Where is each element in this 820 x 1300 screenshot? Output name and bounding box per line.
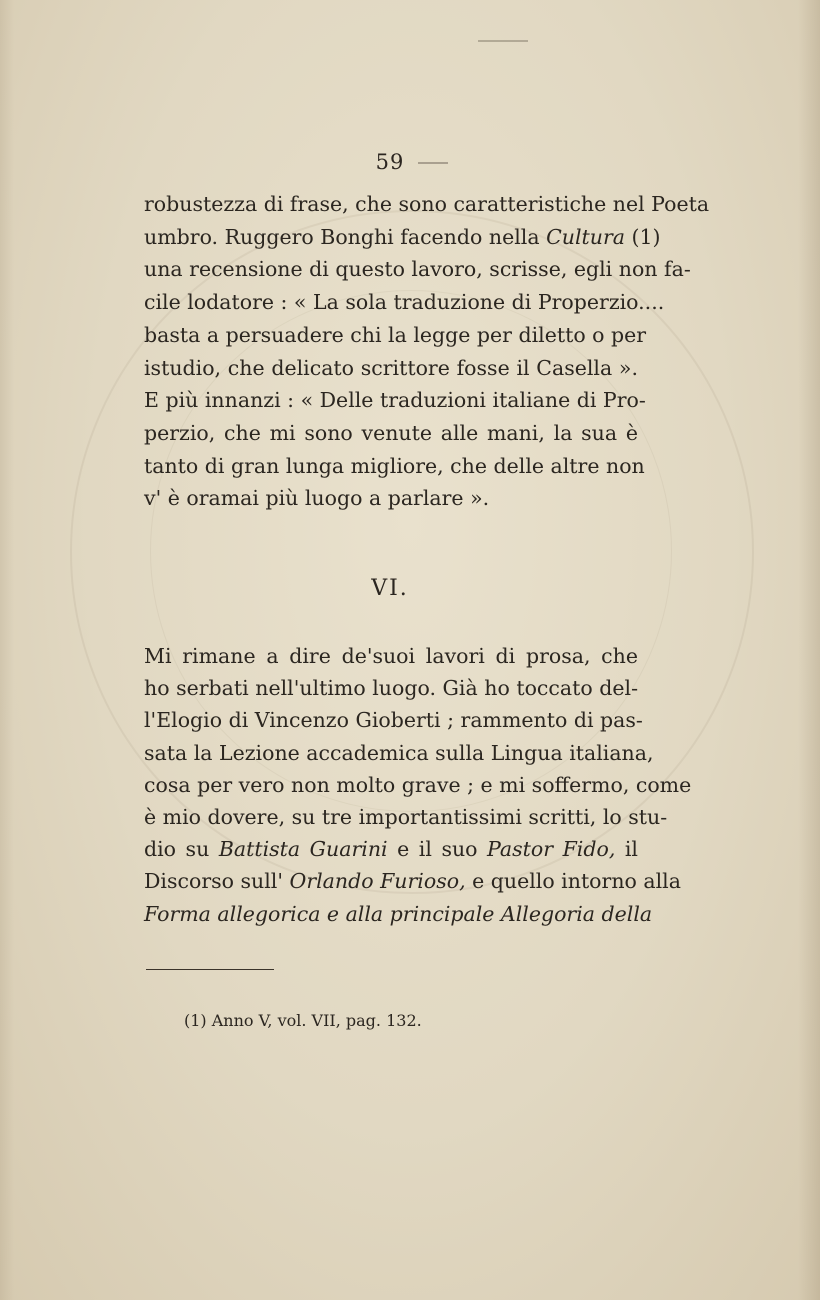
text-line xyxy=(144,739,654,767)
text-run: robustezza di frase, che sono caratteristiche nel Poeta xyxy=(144,192,710,216)
text-run: cosa per vero non molto grave ; e mi soffermo, come xyxy=(144,772,692,797)
text-line xyxy=(144,255,691,283)
text-run: istudio, che delicato scrittore fosse il Casella ». xyxy=(144,355,638,380)
text-run: ho serbati nell'ultimo luogo. Già ho toccato del- xyxy=(144,676,638,701)
text-run: perzio, che mi sono venute alle mani, la sua è xyxy=(144,420,638,445)
section-heading: VI. xyxy=(371,576,409,601)
text-line xyxy=(144,386,646,414)
text-line xyxy=(144,288,665,316)
text-line xyxy=(144,419,638,447)
text-run: v' è oramai più luogo a parlare ». xyxy=(144,486,490,511)
italic-text-run: Pastor Fido, xyxy=(487,837,616,862)
text-run: E più innanzi : « Delle traduzioni italiane di Pro- xyxy=(144,388,646,413)
text-line xyxy=(144,900,653,928)
text-run: è mio dovere, su tre importantissimi scritti, lo stu- xyxy=(144,805,668,829)
text-line xyxy=(144,190,710,218)
text-line xyxy=(144,223,661,251)
italic-text-run: Battista Guarini xyxy=(218,837,388,862)
footnote-rule xyxy=(146,969,274,970)
page-edge-shadow-right xyxy=(798,0,820,1300)
text-run: Discorso sull' xyxy=(144,869,290,894)
italic-text-run: Cultura xyxy=(546,224,625,249)
text-run: dio su xyxy=(144,837,219,862)
ink-smudge xyxy=(478,40,528,42)
text-line xyxy=(144,674,638,702)
text-run: l'Elogio di Vincenzo Gioberti ; rammento di pas- xyxy=(144,708,643,733)
text-run: il xyxy=(615,837,638,862)
text-line xyxy=(144,771,692,799)
text-run: Mi rimane a dire de'suoi lavori di prosa, che xyxy=(144,644,638,668)
text-run: cile lodatore : « La sola traduzione di Properzio.... xyxy=(144,290,665,315)
text-line xyxy=(144,452,645,480)
text-run: una recensione di questo lavoro, scrisse, egli non fa- xyxy=(144,257,691,282)
text-run: basta a persuadere chi la legge per diletto o per xyxy=(144,322,647,347)
text-run: e il suo xyxy=(387,837,488,862)
text-line xyxy=(144,642,638,670)
text-line xyxy=(144,321,647,349)
text-run: tanto di gran lunga migliore, che delle altre non xyxy=(144,453,645,478)
text-line xyxy=(144,867,681,895)
page-number-dash xyxy=(418,162,448,164)
page-edge-shadow-left xyxy=(0,0,14,1300)
text-line xyxy=(144,484,638,512)
page-number: 59 xyxy=(375,150,405,174)
footnote: (1) Anno V, vol. VII, pag. 132. xyxy=(184,1011,422,1030)
italic-text-run: Orlando Furioso, xyxy=(289,869,466,894)
text-run: (1) xyxy=(624,224,661,249)
text-line xyxy=(144,706,643,734)
text-line xyxy=(144,803,668,831)
italic-text-run: Forma allegorica e alla principale Allegoria della xyxy=(144,901,653,926)
text-run: e quello intorno alla xyxy=(465,869,681,894)
text-run: umbro. Ruggero Bonghi facendo nella xyxy=(144,224,547,249)
text-run: sata la Lezione accademica sulla Lingua italiana, xyxy=(144,740,654,765)
text-line xyxy=(144,835,638,863)
text-line xyxy=(144,354,638,382)
